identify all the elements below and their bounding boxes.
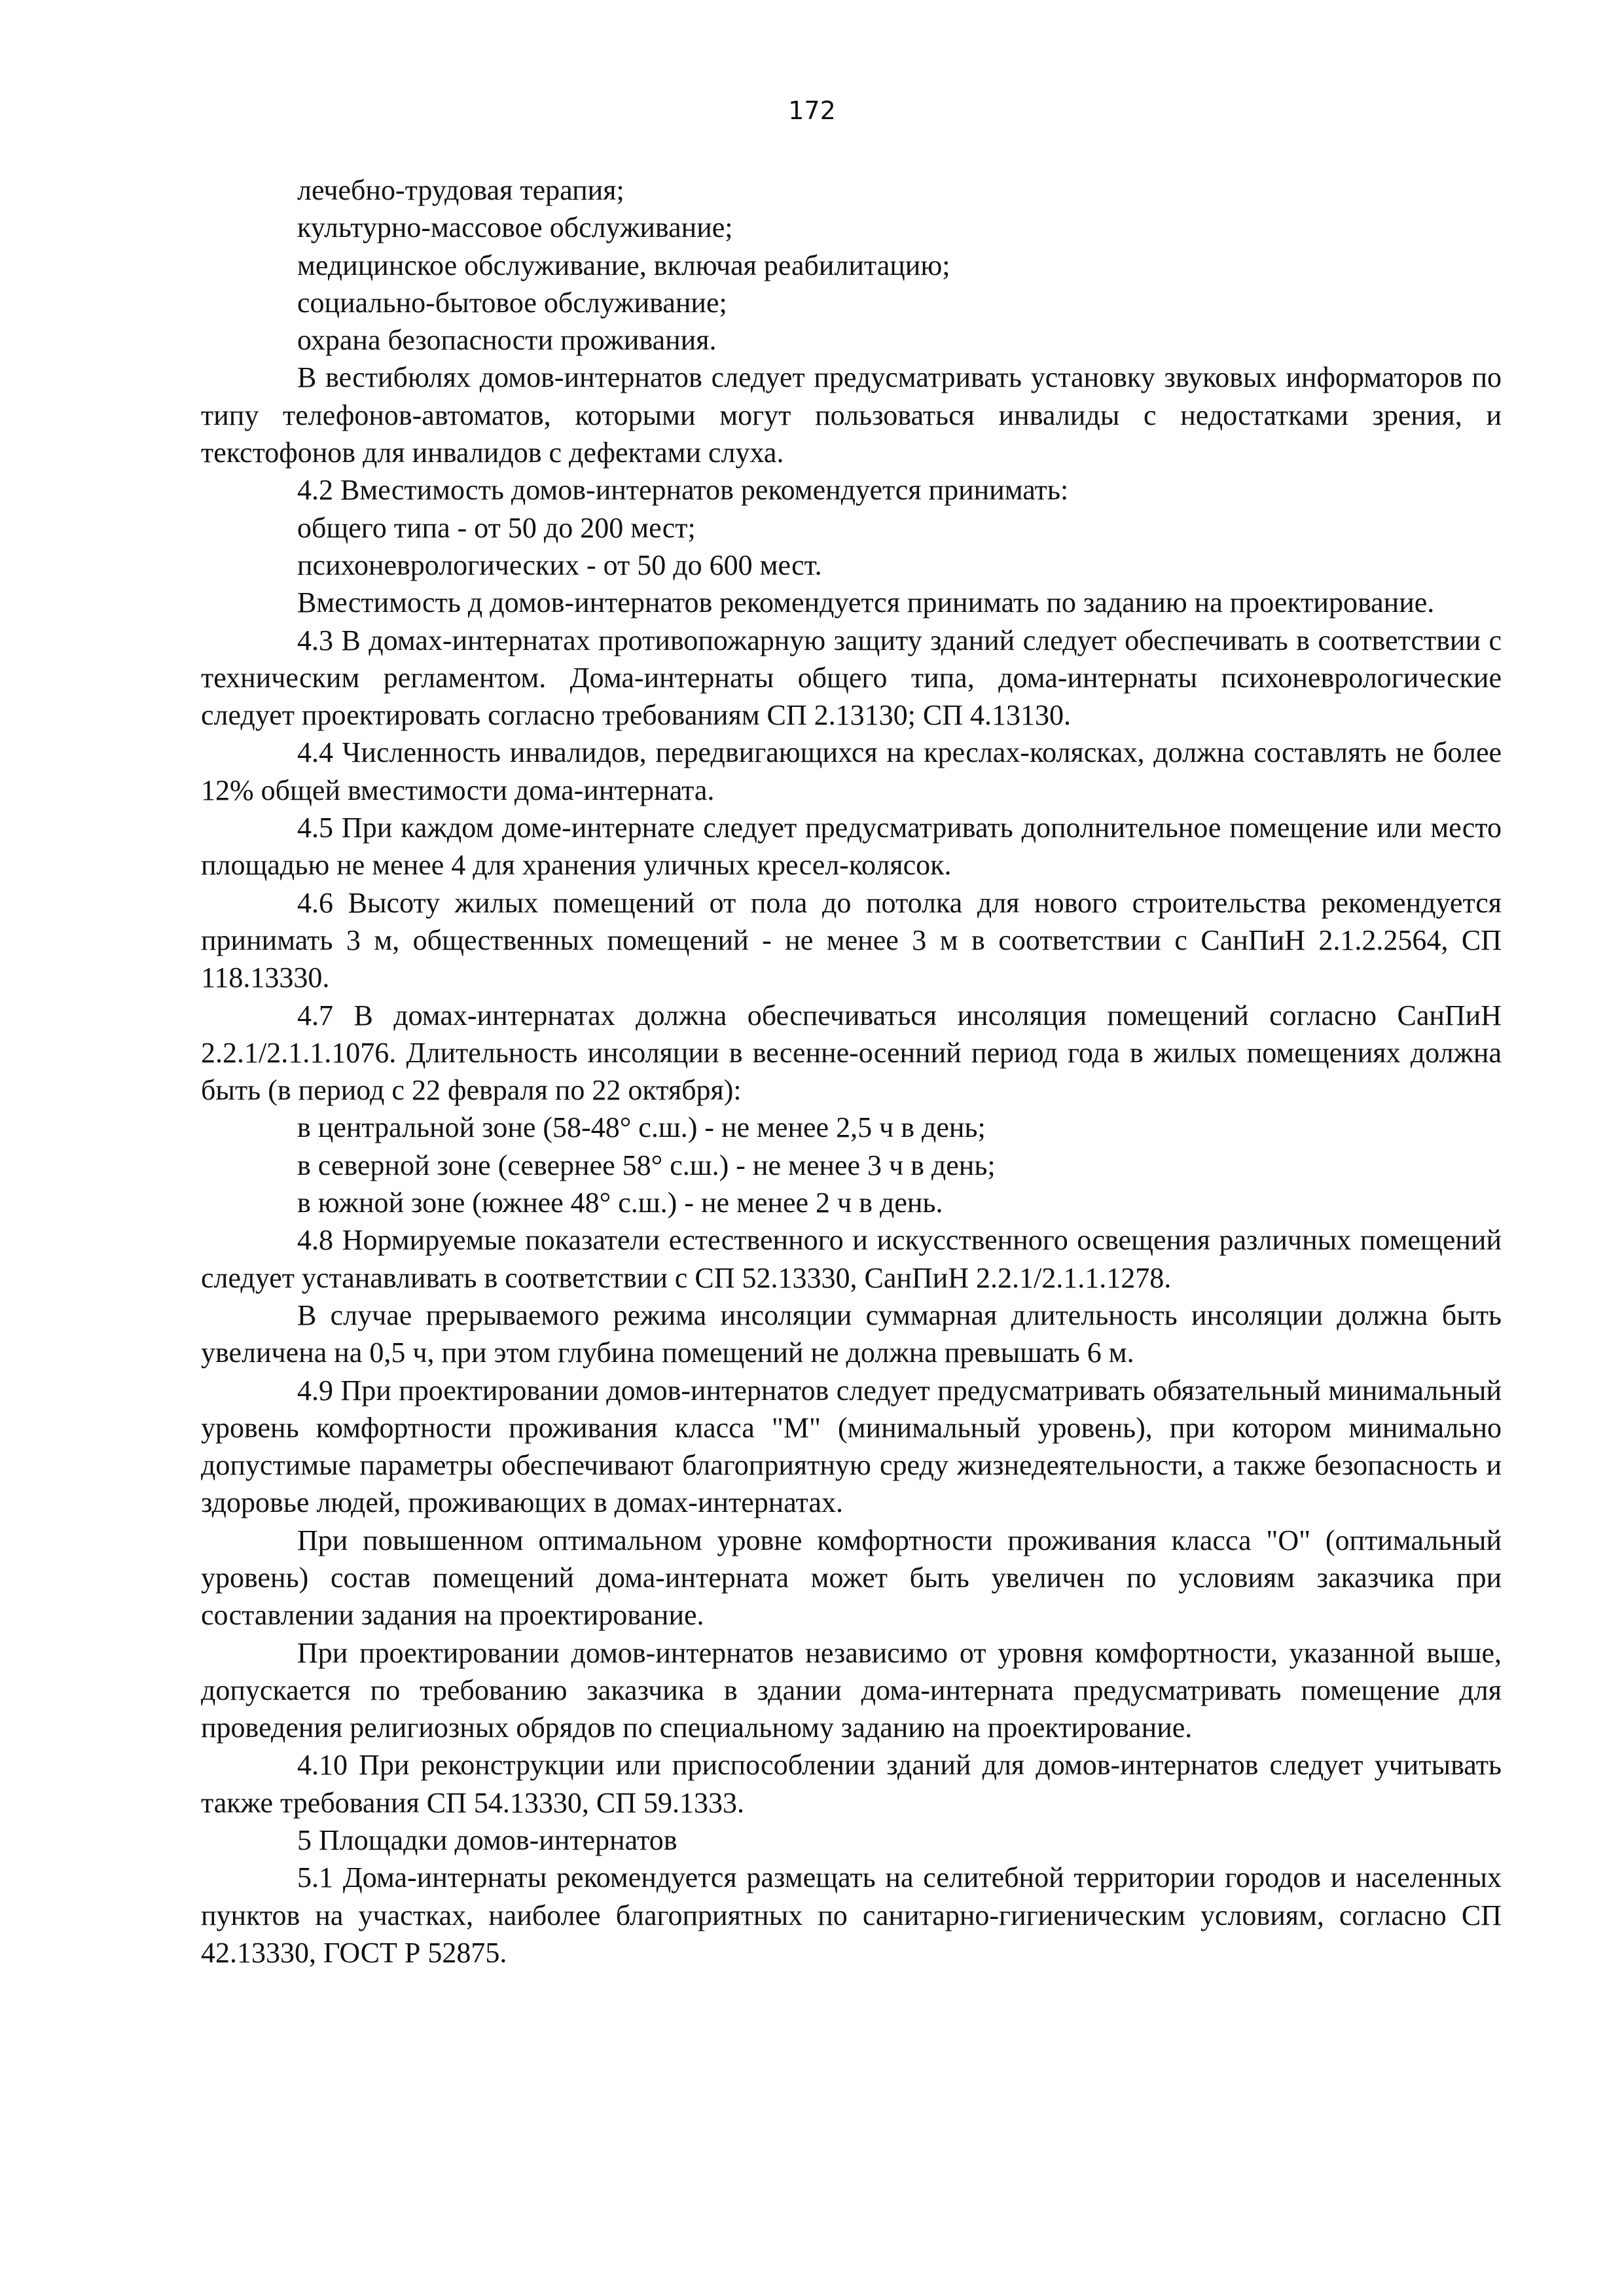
list-item-general-type: общего типа - от 50 до 200 мест;	[297, 511, 696, 544]
paragraph-4-4: 4.4 Численность инвалидов, передвигающихся на креслах-колясках, должна составлять не более 12% общей вместимости дома-интерната.	[201, 736, 1502, 806]
section-heading-5: 5 Площадки домов-интернатов	[297, 1824, 677, 1857]
paragraph-4-3: 4.3 В домах-интернатах противопожарную защиту зданий следует обеспечивать в соответствии с техническим регламентом. Дома-интернаты общего типа, дома-интернаты психоневрологические следует проектировать согласно требованиям СП 2.13130; СП 4.13130.	[201, 624, 1502, 732]
list-item-north-zone: в северной зоне (севернее 58° с.ш.) - не менее 3 ч в день;	[297, 1149, 996, 1181]
paragraph-4-7: 4.7 В домах-интернатах должна обеспечиваться инсоляция помещений согласно СанПиН 2.2.1/2.1.1.1076. Длительность инсоляции в весенне-осенний период года в жилых помещениях должна быть (в период с 22 февраля по 22 октября):	[201, 999, 1502, 1107]
paragraph-4-6: 4.6 Высоту жилых помещений от пола до потолка для нового строительства рекомендуется принимать 3 м, общественных помещений - не менее 3 м в соответствии с СанПиН 2.1.2.2564, СП 118.13330.	[201, 886, 1502, 994]
paragraph-4-5: 4.5 При каждом доме-интернате следует предусматривать дополнительное помещение или место площадью не менее 4 для хранения уличных кресел-колясок.	[201, 812, 1502, 882]
list-item-medical: медицинское обслуживание, включая реабилитацию;	[297, 249, 950, 281]
paragraph-4-9: 4.9 При проектировании домов-интернатов следует предусматривать обязательный минимальный уровень комфортности проживания класса "М" (минимальный уровень), при котором минимально допустимые параметры обеспечивают благоприятную среду жизнедеятельности, а также безопасность и здоровье людей, проживающих в домах-интернатах.	[201, 1374, 1502, 1519]
list-item-social: социально-бытовое обслуживание;	[297, 286, 727, 319]
page-number: 172	[788, 96, 836, 125]
paragraph-4-2: 4.2 Вместимость домов-интернатов рекомендуется принимать:	[297, 474, 1069, 507]
paragraph-5-1: 5.1 Дома-интернаты рекомендуется размещать на селитебной территории городов и населенных пунктов на участках, наиболее благоприятных по санитарно-гигиеническим условиям, согласно СП 42.13330, ГОСТ Р 52875.	[201, 1861, 1502, 1969]
paragraph-4-8: 4.8 Нормируемые показатели естественного и искусственного освещения различных помещений следует устанавливать в соответствии с СП 52.13330, СанПиН 2.2.1/2.1.1.1278.	[201, 1224, 1502, 1294]
list-item-psychoneuro: психоневрологических - от 50 до 600 мест.	[297, 548, 822, 581]
list-item-south-zone: в южной зоне (южнее 48° с.ш.) - не менее 2 ч в день.	[297, 1187, 943, 1219]
paragraph-capacity: Вместимость д домов-интернатов рекомендуется принимать по заданию на проектирование.	[297, 586, 1435, 619]
list-item-cultural: культурно-массовое обслуживание;	[297, 211, 733, 244]
paragraph-4-10: 4.10 При реконструкции или приспособлении зданий для домов-интернатов следует учитывать также требования СП 54.13330, СП 59.1333.	[201, 1749, 1502, 1819]
paragraph-optimal-level: При повышенном оптимальном уровне комфортности проживания класса "О" (оптимальный уровень) состав помещений дома-интерната может быть увеличен по условиям заказчика при составлении задания на проектирование.	[201, 1524, 1502, 1632]
document-body	[201, 171, 1502, 1971]
paragraph-vestibules: В вестибюлях домов-интернатов следует предусматривать установку звуковых информаторов по типу телефонов-автоматов, которыми могут пользоваться инвалиды с недостатками зрения, и текстофонов для инвалидов с дефектами слуха.	[201, 361, 1502, 469]
paragraph-interrupted-insolation: В случае прерываемого режима инсоляции суммарная длительность инсоляции должна быть увеличена на 0,5 ч, при этом глубина помещений не должна превышать 6 м.	[201, 1299, 1502, 1369]
paragraph-religious-room: При проектировании домов-интернатов независимо от уровня комфортности, указанной выше, допускается по требованию заказчика в здании дома-интерната предусматривать помещение для проведения религиозных обрядов по специальному заданию на проектирование.	[201, 1636, 1502, 1744]
list-item-security: охрана безопасности проживания.	[297, 324, 717, 357]
list-item-therapy: лечебно-трудовая терапия;	[297, 174, 624, 206]
list-item-central-zone: в центральной зоне (58-48° с.ш.) - не менее 2,5 ч в день;	[297, 1111, 986, 1144]
